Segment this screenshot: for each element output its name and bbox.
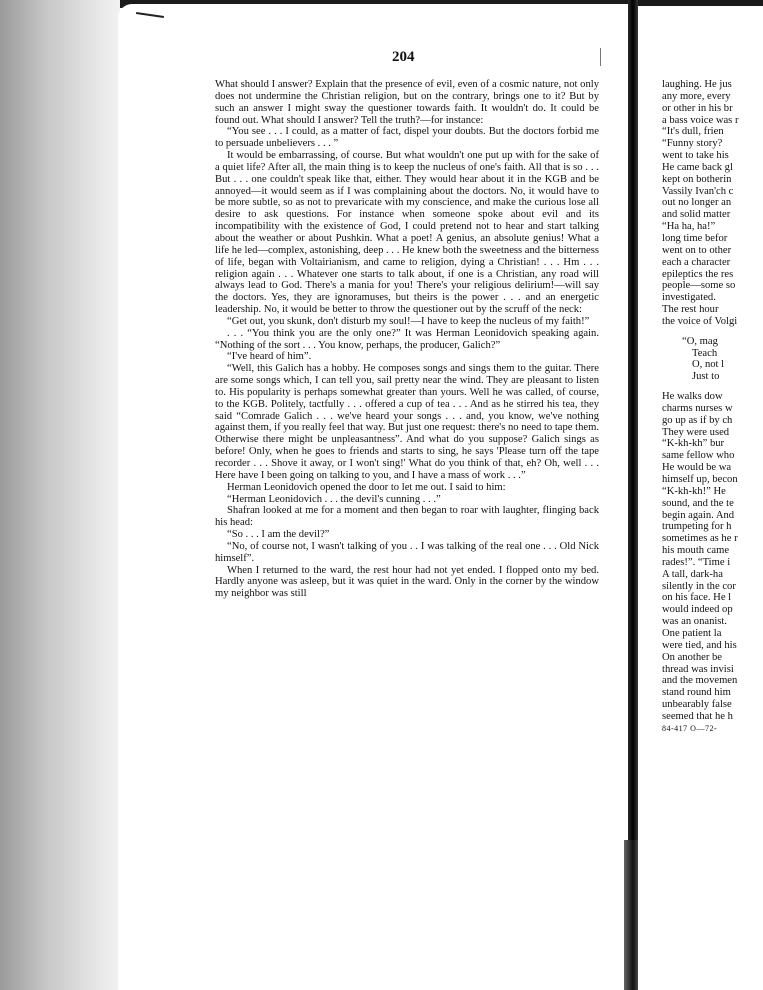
right-page-line: On another be <box>662 651 723 663</box>
right-page-text <box>662 79 763 735</box>
right-page-line: He would be wa <box>662 462 732 474</box>
right-page-line: his mouth came <box>662 545 730 557</box>
right-page-line: was an onanist. <box>662 616 728 628</box>
right-page-line: long time befor <box>662 232 728 244</box>
right-page-line: same fellow who <box>662 450 735 462</box>
right-page-line: kept on botherin <box>662 173 732 185</box>
right-page-line: went on to other <box>662 244 732 256</box>
right-page-line: investigated. <box>662 292 716 304</box>
right-page-line: epileptics the res <box>662 268 734 280</box>
right-page-line: were tied, and his <box>662 639 737 651</box>
paragraph: “So . . . I am the devil?” <box>227 529 330 541</box>
right-page-line: and solid matter <box>662 209 731 221</box>
right-page-line: One patient la <box>662 627 722 639</box>
right-page-line: “O, mag <box>682 335 718 347</box>
paragraph: Shafran looked at me for a moment and then began to roar with laughter, flinging back his head: <box>215 505 599 529</box>
paragraph: It would be embarrassing, of course. But what wouldn't one put up with for the sake of a quiet life? After all, the main thing is to keep the nucleus of one's faith. All that is so . . . But . . . one couldn't speak like that, either. They would hear about it in the KGB and be annoyed—it would seem as if I was complaining about the doctors. No, it would have to be more subtle, so as not to prevaricate with my conscience, and make the curious lose all desire to ask questions. For instance when someone spoke about evil and its incompatibility with the existence of God, I could pretend not to hear and start talking about the weather or about Pushkin. What a poet! A genius, an absolute genius! What a life he led—complex, astonishing, deep . . . He knew both the sweetness and the bitterness of life, began with Voltairianism, and came to religion, dying a Christian! . . . Hm . . . religion again . . . Whatever one starts to talk about, if one is a Christian, any road will always lead to God. There's a mania for you! There's your religious delirium!—will say the doctors. Yes, they are ignoramuses, but theirs is the power . . . and an energetic leadership. No, it would be better to throw the questioner out by the scruff of the neck: <box>215 150 599 316</box>
right-page-line: He came back gl <box>662 161 733 173</box>
right-page-line: went to take his <box>662 150 729 162</box>
page-number: 204 <box>392 49 415 65</box>
right-page-line: a bass voice was r <box>662 114 739 126</box>
right-page-line: “K-kh-kh!” He <box>662 485 726 497</box>
right-page-line: thread was invisi <box>662 663 734 675</box>
right-page-line: laughing. He jus <box>662 79 732 90</box>
right-page-line: stand round him <box>662 687 731 699</box>
right-page-line: himself up, becon <box>662 474 738 485</box>
right-page-line: Vassily Ivan'ch c <box>662 185 734 197</box>
right-page-line: trumpeting for h <box>662 521 732 533</box>
right-page-line: or other in his br <box>662 102 733 114</box>
right-page-line: Just to <box>692 371 720 383</box>
right-page-line: rades!”. “Time i <box>662 556 731 568</box>
right-page-line: sound, and the te <box>662 497 734 509</box>
right-page-line: each a character <box>662 256 731 268</box>
right-page-line: unbearably false <box>662 699 732 711</box>
right-page-line: and the movemen <box>662 675 738 687</box>
right-page-line: “Funny story? <box>662 138 723 150</box>
print-code: 84-417 O—72- <box>662 723 718 733</box>
right-page-line: silently in the cor <box>662 580 736 592</box>
paragraph: “Get out, you skunk, don't disturb my soul!—I have to keep the nucleus of my faith!” <box>227 315 590 327</box>
right-page-line: seemed that he h <box>662 710 733 722</box>
paragraph: When I returned to the ward, the rest hour had not yet ended. I flopped onto my bed. Hardly anyone was asleep, but it was quiet in the ward. Only in the corner by the window my neighbor was still <box>215 564 599 600</box>
right-page-line: any more, every <box>662 90 731 102</box>
paragraph: What should I answer? Explain that the presence of evil, even of a cosmic nature, not only does not undermine the Christian religion, but on the contrary, brings one to it? But by such an answer I might sway the questioner towards faith. It wouldn't do. It could be found out. What should I answer? Tell the truth?—for instance: <box>215 79 599 126</box>
right-page-line: O, not l <box>692 359 725 371</box>
right-page-line: They were used <box>662 426 730 438</box>
paragraph: “You see . . . I could, as a matter of fact, dispel your doubts. But the doctors forbid me to persuade unbelievers . . . ” <box>215 126 599 150</box>
right-page-line: begin again. And <box>662 509 735 521</box>
paragraph: “Herman Leonidovich . . . the devil's cunning . . .” <box>227 493 441 505</box>
right-page-line: people—some so <box>662 280 736 292</box>
right-page-line: sometimes as he r <box>662 533 738 545</box>
line-gap <box>662 328 763 336</box>
right-page-line: would indeed op <box>662 604 733 616</box>
scanner-margin-left <box>0 0 120 990</box>
right-page-line: Teach <box>692 347 718 359</box>
right-page-line: “It's dull, frien <box>662 126 724 138</box>
right-page-line: charms nurses w <box>662 402 733 414</box>
paragraph: “I've heard of him”. <box>227 351 312 363</box>
line-gap <box>662 383 763 391</box>
right-page-line: on his face. He l <box>662 592 732 604</box>
paragraph: “No, of course not, I wasn't talking of you . . I was talking of the real one . . . Old Nick himself”. <box>215 540 599 564</box>
paragraph: . . . “You think you are the only one?” It was Herman Leonidovich speaking again. “Nothing of the sort . . . You know, perhaps, the producer, Galich?” <box>215 327 599 351</box>
right-page-line: “K-kh-kh” bur <box>662 438 725 450</box>
right-page-line: The rest hour <box>662 304 719 316</box>
right-page-line: the voice of Volgi <box>662 315 738 327</box>
right-page-line: go up as if by ch <box>662 414 733 426</box>
main-text-column <box>215 79 599 600</box>
paragraph: “Well, this Galich has a hobby. He composes songs and sings them to the guitar. There are some songs which, I can tell you, sail pretty near the wind. They are pleasant to listen to. His popularity is perhaps somewhat greater than yours. Well he was called, of course, to the KGB. Politely, tactfully . . . offered a cup of tea . . . And as he stirred his tea, they said “Comrade Galich . . . we've heard your songs . . . and, you know, we've nothing against them, if you really feel that way. But just one request: there's no need to tape them. Otherwise there might be unpleasantness”. And what do you suppose? Galich sings as before! Only, when he goes to friends and starts to sing, he says 'Please turn off the tape recorder . . . Shove it away, or I won't sing!' What do you think of that, eh? Oh, well . . . Here have I been going on talking to you, and I have a mass of work . . .” <box>215 363 599 481</box>
right-page-line: A tall, dark-ha <box>662 568 723 580</box>
right-page <box>638 6 763 990</box>
right-page-line: He walks dow <box>662 391 723 403</box>
scan-mark <box>600 48 601 66</box>
right-page-line: out no longer an <box>662 197 732 209</box>
right-page-line: “Ha ha, ha!” <box>662 221 716 233</box>
paragraph: Herman Leonidovich opened the door to let me out. I said to him: <box>227 481 506 493</box>
